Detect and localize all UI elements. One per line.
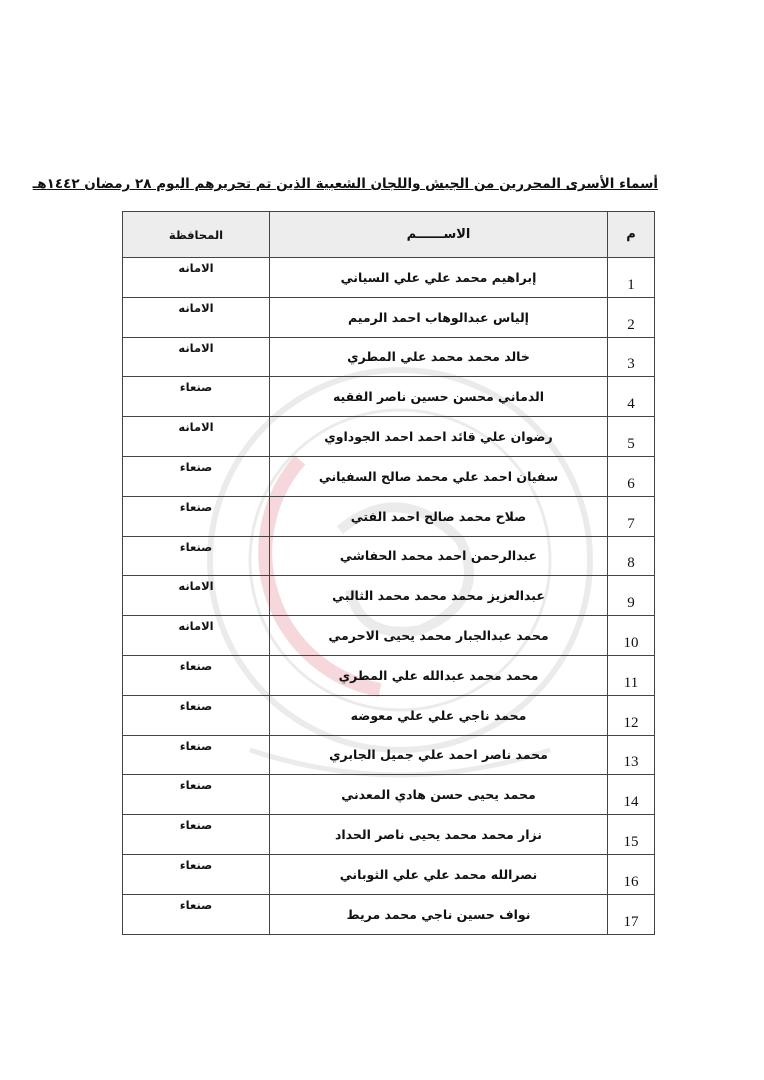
- row-governorate: الامانه: [123, 576, 270, 616]
- table-row: [123, 655, 655, 695]
- row-name: عبدالرحمن احمد محمد الحفاشي: [270, 536, 608, 576]
- row-number: 10: [608, 616, 655, 656]
- row-name: نصرالله محمد علي علي الثوباني: [270, 854, 608, 894]
- row-governorate: صنعاء: [123, 456, 270, 496]
- row-governorate: صنعاء: [123, 377, 270, 417]
- row-governorate: الامانه: [123, 616, 270, 656]
- table-row: [123, 536, 655, 576]
- table-row: [123, 854, 655, 894]
- row-number: 2: [608, 297, 655, 337]
- row-number: 1: [608, 258, 655, 298]
- header-name: الاســــــم: [270, 212, 608, 258]
- table-row: [123, 417, 655, 457]
- table-row: [123, 735, 655, 775]
- row-number: 16: [608, 854, 655, 894]
- row-number: 15: [608, 815, 655, 855]
- row-governorate: الامانه: [123, 417, 270, 457]
- row-name: سفيان احمد علي محمد صالح السفياني: [270, 456, 608, 496]
- table-row: [123, 456, 655, 496]
- header-governorate: المحافظة: [123, 212, 270, 258]
- row-name: نواف حسين ناجي محمد مريط: [270, 894, 608, 934]
- row-governorate: صنعاء: [123, 894, 270, 934]
- table-row: [123, 258, 655, 298]
- table-row: [123, 894, 655, 934]
- table-row: [123, 337, 655, 377]
- row-name: خالد محمد محمد علي المطري: [270, 337, 608, 377]
- row-name: محمد عبدالجبار محمد يحيى الاحرمي: [270, 616, 608, 656]
- row-number: 11: [608, 655, 655, 695]
- row-number: 17: [608, 894, 655, 934]
- document-title: أسماء الأسرى المحررين من الجيش واللجان الشعبية الذين تم تحريرهم اليوم ٢٨ رمضان ١٤٤٢هـ: [32, 176, 658, 192]
- row-governorate: صنعاء: [123, 536, 270, 576]
- row-number: 6: [608, 456, 655, 496]
- table-row: [123, 377, 655, 417]
- row-name: محمد ناصر احمد علي جميل الجابري: [270, 735, 608, 775]
- row-number: 14: [608, 775, 655, 815]
- table-row: [123, 496, 655, 536]
- row-name: نزار محمد محمد يحيى ناصر الحداد: [270, 815, 608, 855]
- table-row: [123, 576, 655, 616]
- row-name: إلياس عبدالوهاب احمد الرميم: [270, 297, 608, 337]
- row-name: محمد يحيى حسن هادي المعدني: [270, 775, 608, 815]
- row-name: عبدالعزيز محمد محمد محمد الثالبي: [270, 576, 608, 616]
- table-row: [123, 775, 655, 815]
- row-governorate: صنعاء: [123, 775, 270, 815]
- row-governorate: الامانه: [123, 258, 270, 298]
- row-governorate: صنعاء: [123, 695, 270, 735]
- row-governorate: الامانه: [123, 337, 270, 377]
- table-row: [123, 815, 655, 855]
- row-governorate: صنعاء: [123, 815, 270, 855]
- row-name: محمد محمد عبدالله علي المطري: [270, 655, 608, 695]
- row-number: 13: [608, 735, 655, 775]
- table-row: [123, 297, 655, 337]
- row-number: 3: [608, 337, 655, 377]
- row-governorate: الامانه: [123, 297, 270, 337]
- row-governorate: صنعاء: [123, 735, 270, 775]
- table-header-row: [123, 212, 655, 258]
- row-name: الدماني محسن حسين ناصر الفقيه: [270, 377, 608, 417]
- table-row: [123, 695, 655, 735]
- row-governorate: صنعاء: [123, 655, 270, 695]
- prisoner-table: [122, 211, 655, 935]
- row-number: 4: [608, 377, 655, 417]
- row-name: رضوان علي قائد احمد احمد الجوداوي: [270, 417, 608, 457]
- row-name: صلاح محمد صالح احمد الفتي: [270, 496, 608, 536]
- row-number: 12: [608, 695, 655, 735]
- row-number: 9: [608, 576, 655, 616]
- header-num: م: [608, 212, 655, 258]
- row-number: 5: [608, 417, 655, 457]
- table-row: [123, 616, 655, 656]
- row-governorate: صنعاء: [123, 854, 270, 894]
- row-number: 8: [608, 536, 655, 576]
- row-number: 7: [608, 496, 655, 536]
- row-governorate: صنعاء: [123, 496, 270, 536]
- row-name: إبراهيم محمد علي علي السياني: [270, 258, 608, 298]
- row-name: محمد ناجي علي علي معوضه: [270, 695, 608, 735]
